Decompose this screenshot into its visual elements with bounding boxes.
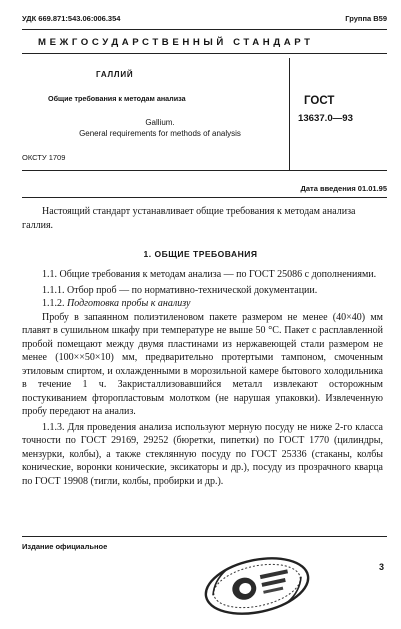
title-block-rule [22, 170, 387, 171]
paragraph-1-1-1: 1.1.1. Отбор проб — по нормативно-технической документации. [42, 284, 318, 296]
title-en-subtitle: General requirements for methods of analysis [79, 129, 241, 138]
library-stamp [198, 550, 316, 622]
classification-group: Группа В59 [345, 14, 387, 23]
subsection-title: Подготовка пробы к анализу [67, 298, 191, 309]
official-edition-note: Издание официальное [22, 542, 108, 551]
footer-rule [22, 536, 387, 537]
document-title-en [40, 117, 280, 139]
document-subtitle-ru: Общие требования к методам анализа [48, 94, 186, 103]
section-body [22, 268, 383, 488]
gost-number: 13637.0—93 [298, 113, 353, 124]
document-title-ru: ГАЛЛИЙ [96, 70, 134, 79]
udc-code: УДК 669.871:543.06:006.354 [22, 14, 121, 23]
paragraph-number: 1.1.2. [42, 298, 65, 309]
paragraph-1-1: 1.1. Общие требования к методам анализа — по ГОСТ 25086 с дополнениями. [42, 269, 377, 280]
top-rule [22, 29, 387, 30]
paragraph-sample-prep: Пробу в запаянном полиэтиленовом пакете размером не менее (40×40) мм плавят в сушильном шкафу при температуре не выше 50 °С. Пакет с расплавленной пробой помещают между двумя пластинами из нержавеющей стали размером не менее (100××50×10) мм, предварительно протертыми тампоном, смоченным этиловым спиртом, и охлажденными в морозильной камере бытового холодильника в течение 1 ч. Закристаллизовавшийся металл извлекают осторожным постукиванием фторопластовым молотком (не нарушая упаковки). Извлеченную пробу передают на анализ. [22, 311, 383, 417]
section-heading: 1. ОБЩИЕ ТРЕБОВАНИЯ [143, 249, 258, 259]
date-rule [22, 197, 387, 198]
page-number: 3 [378, 562, 384, 572]
title-divider [289, 58, 290, 170]
okstu-code: ОКСТУ 1709 [22, 153, 66, 162]
scope-paragraph: Настоящий стандарт устанавливает общие требования к методам анализа галлия. [22, 206, 356, 231]
paragraph-1-1-2 [22, 297, 383, 311]
gost-label: ГОСТ [304, 95, 335, 107]
header-bottom-rule [22, 53, 387, 54]
paragraph-1-1-3: 1.1.3. Для проведения анализа используют мерную посуду не ниже 2-го класса точности по ГОСТ 29169, 29252 (бюретки, пипетки) по ГОСТ 1770 (цилиндры, мензурки, колбы), а также стеклянную посуду по ГОСТ 25336 (стаканы, колбы конические, воронки конические, эксикаторы и др.), посуду из прозрачного кварца по ГОСТ 19908 (тигли, колбы, пробирки и др.). [22, 421, 383, 487]
effective-date: Дата введения 01.01.95 [300, 184, 387, 193]
standard-type-heading: МЕЖГОСУДАРСТВЕННЫЙ СТАНДАРТ [38, 37, 314, 48]
title-en-name: Gallium. [145, 118, 175, 127]
